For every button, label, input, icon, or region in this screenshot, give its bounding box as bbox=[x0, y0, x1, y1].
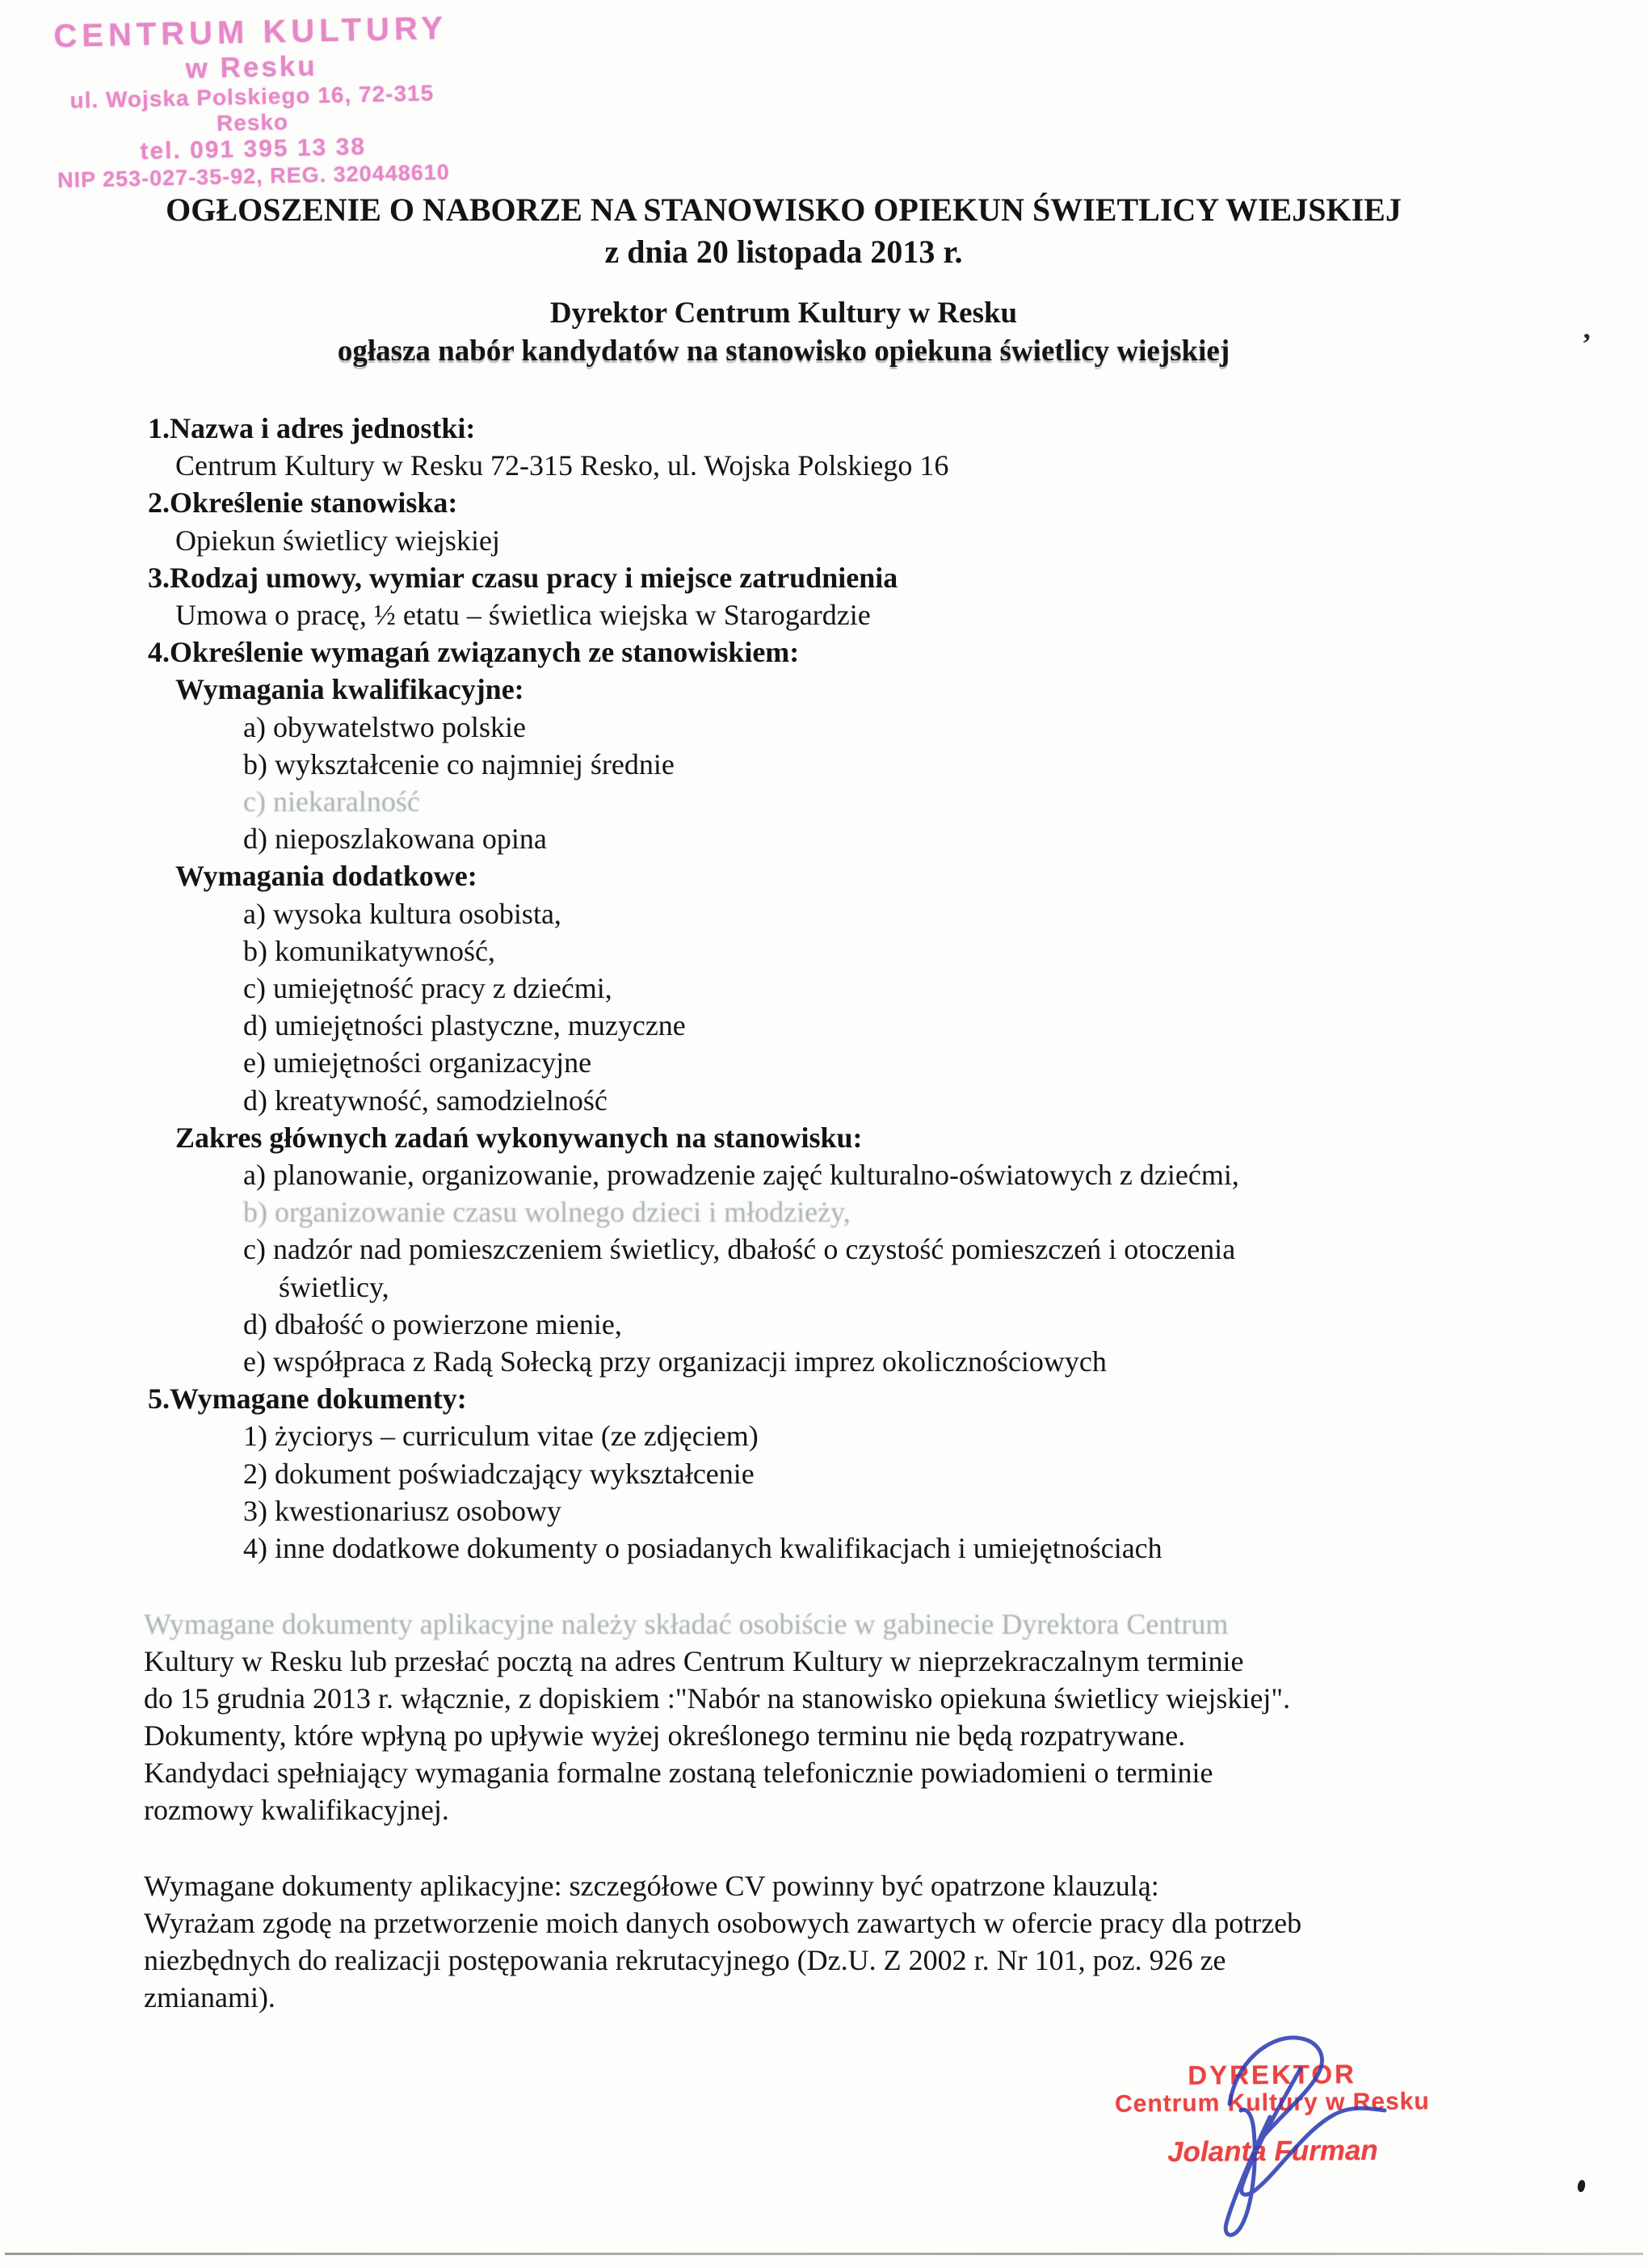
title-block bbox=[0, 189, 1567, 273]
list-item: a) planowanie, organizowanie, prowadzenie zajęć kulturalno-oświatowych z dziećmi, bbox=[243, 1159, 1239, 1192]
paragraph-line: niezbędnych do realizacji postępowania rekrutacyjnego (Dz.U. Z 2002 r. Nr 101, poz. 926 ze bbox=[144, 1944, 1226, 1976]
list-item: b) wykształcenie co najmniej średnie bbox=[243, 747, 675, 781]
stray-ink-mark: ’ bbox=[1582, 327, 1591, 360]
list-item-continuation: świetlicy, bbox=[279, 1270, 389, 1303]
document-title: OGŁOSZENIE O NABORZE NA STANOWISKO OPIEKUN ŚWIETLICY WIEJSKIEJ bbox=[166, 191, 1402, 228]
section-1-text: Centrum Kultury w Resku 72-315 Resko, ul. Wojska Polskiego 16 bbox=[175, 449, 949, 482]
paragraph-line: Kultury w Resku lub przesłać pocztą na adres Centrum Kultury w nieprzekraczalnym terminie bbox=[144, 1645, 1244, 1677]
list-item: e) umiejętności organizacyjne bbox=[243, 1046, 592, 1079]
paragraph-line: Dokumenty, które wpłyną po upływie wyżej określonego terminu nie będą rozpatrywane. bbox=[144, 1719, 1186, 1752]
list-item: c) umiejętność pracy z dziećmi, bbox=[243, 972, 612, 1005]
stamp-address: ul. Wojska Polskiego 16, 72-315 Resko bbox=[69, 80, 435, 136]
paragraph-line: Kandydaci spełniający wymagania formalne zostaną telefonicznie powiadomieni o terminie bbox=[144, 1757, 1213, 1789]
list-item: 1) życiorys – curriculum vitae (ze zdjęciem) bbox=[243, 1420, 759, 1453]
paragraph-line: Wymagane dokumenty aplikacyjne: szczegółowe CV powinny być opatrzone klauzulą: bbox=[144, 1870, 1159, 1902]
list-item: e) współpraca z Radą Sołecką przy organizacji imprez okolicznościowych bbox=[243, 1345, 1107, 1378]
list-item: 3) kwestionariusz osobowy bbox=[243, 1494, 561, 1527]
subheading-duties: Zakres głównych zadań wykonywanych na stanowisku: bbox=[175, 1121, 863, 1154]
list-item: 2) dokument poświadczający wykształcenie bbox=[243, 1457, 755, 1490]
subheading-additional: Wymagania dodatkowe: bbox=[175, 860, 477, 893]
stamp-role: DYREKTOR bbox=[1188, 2059, 1357, 2090]
section-4-heading: 4.Określenie wymagań związanych ze stanowiskiem: bbox=[148, 636, 800, 669]
subtitle-director: Dyrektor Centrum Kultury w Resku bbox=[549, 297, 1018, 330]
subheading-qualifications: Wymagania kwalifikacyjne: bbox=[175, 673, 524, 706]
organization-stamp bbox=[40, 9, 464, 195]
list-item: b) komunikatywność, bbox=[243, 934, 495, 967]
submission-paragraph bbox=[144, 1606, 1290, 1829]
paragraph-line: zmianami). bbox=[144, 1981, 275, 2013]
list-item: c) nadzór nad pomieszczeniem świetlicy, dbałość o czystość pomieszczeń i otoczenia bbox=[243, 1233, 1236, 1266]
list-item: d) nieposzlakowana opina bbox=[243, 823, 547, 856]
paragraph-line: rozmowy kwalifikacyjnej. bbox=[144, 1794, 449, 1826]
document-body bbox=[148, 410, 1239, 1567]
list-item: a) obywatelstwo polskie bbox=[243, 710, 526, 743]
subtitle-announcement: ogłasza nabór kandydatów na stanowisko opiekuna świetlicy wiejskiej bbox=[337, 335, 1230, 368]
paragraph-line-faded: Wymagane dokumenty aplikacyjne należy składać osobiście w gabinecie Dyrektora Centrum bbox=[144, 1608, 1229, 1640]
stamp-director-org: Centrum Kultury w Resku bbox=[1114, 2088, 1430, 2118]
section-1-heading: 1.Nazwa i adres jednostki: bbox=[148, 412, 476, 444]
stamp-phone: tel. 091 395 13 38 bbox=[140, 133, 367, 165]
stamp-nip-regon: NIP 253-027-35-92, REG. 320448610 bbox=[57, 159, 451, 193]
subtitle-block bbox=[0, 294, 1567, 370]
section-3-heading: 3.Rodzaj umowy, wymiar czasu pracy i miejsce zatrudnienia bbox=[148, 561, 898, 594]
scanner-edge-line bbox=[5, 2253, 1643, 2255]
stamp-org-name: CENTRUM KULTURY bbox=[53, 10, 448, 55]
section-2-text: Opiekun świetlicy wiejskiej bbox=[175, 524, 500, 557]
list-item: d) kreatywność, samodzielność bbox=[243, 1084, 607, 1117]
list-item: d) dbałość o powierzone mienie, bbox=[243, 1307, 622, 1340]
section-2-heading: 2.Określenie stanowiska: bbox=[148, 486, 458, 520]
list-item: d) umiejętności plastyczne, muzyczne bbox=[243, 1009, 686, 1042]
list-item-faded: c) niekaralność bbox=[243, 785, 420, 818]
list-item: 4) inne dodatkowe dokumenty o posiadanych kwalifikacjach i umiejętnościach bbox=[243, 1532, 1162, 1565]
list-item: a) wysoka kultura osobista, bbox=[243, 897, 561, 930]
ink-dot-artifact bbox=[1577, 2179, 1587, 2193]
handwritten-signature bbox=[1173, 2030, 1407, 2245]
paragraph-line: Wyrażam zgodę na przetworzenie moich danych osobowych zawartych w ofercie pracy dla potrzeb bbox=[144, 1907, 1302, 1939]
section-3-text: Umowa o pracę, ½ etatu – świetlica wiejska w Starogardzie bbox=[175, 599, 871, 632]
list-item-faded: b) organizowanie czasu wolnego dzieci i młodzieży, bbox=[243, 1196, 851, 1229]
stamp-org-city: w Resku bbox=[185, 50, 318, 85]
section-5-heading: 5.Wymagane dokumenty: bbox=[148, 1382, 467, 1416]
consent-clause-paragraph bbox=[144, 1868, 1301, 2017]
paragraph-line: do 15 grudnia 2013 r. włącznie, z dopiskiem :"Nabór na stanowisko opiekuna świetlicy wiejskiej". bbox=[144, 1682, 1291, 1715]
stamp-director-name: Jolanta Furman bbox=[1167, 2134, 1378, 2169]
document-date: z dnia 20 listopada 2013 r. bbox=[604, 234, 963, 270]
